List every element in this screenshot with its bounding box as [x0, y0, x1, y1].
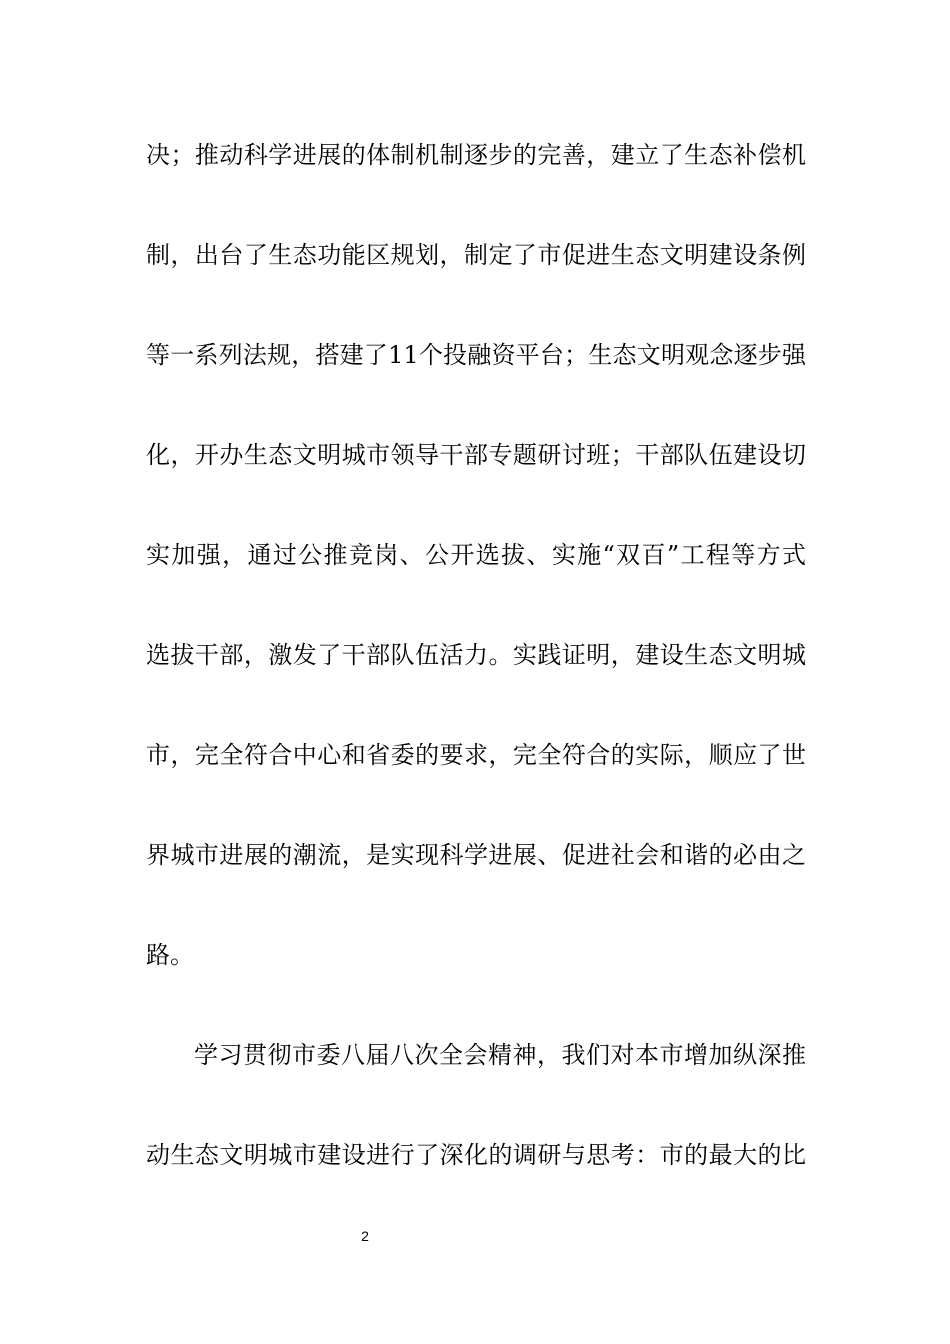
paragraph-line: 路。	[146, 941, 194, 969]
paragraph-line: 制，出台了生态功能区规划，制定了市促进生态文明建设条例	[146, 241, 806, 269]
paragraph-first-line: 学习贯彻市委八届八次全会精神，我们对本市增加纵深推	[194, 1041, 806, 1069]
paragraph-line: 决；推动科学进展的体制机制逐步的完善，建立了生态补偿机	[146, 141, 806, 169]
paragraph-line: 等一系列法规，搭建了11个投融资平台；生态文明观念逐步强	[146, 341, 806, 369]
paragraph-line: 实加强，通过公推竞岗、公开选拔、实施“双百”工程等方式	[146, 541, 806, 569]
page-number: 2	[361, 1228, 369, 1244]
paragraph-line: 动生态文明城市建设进行了深化的调研与思考：市的最大的比	[146, 1141, 806, 1169]
paragraph-line: 界城市进展的潮流，是实现科学进展、促进社会和谐的必由之	[146, 841, 806, 869]
paragraph-line: 化，开办生态文明城市领导干部专题研讨班；干部队伍建设切	[146, 441, 806, 469]
paragraph-line: 市，完全符合中心和省委的要求，完全符合的实际，顺应了世	[146, 741, 806, 769]
paragraph-line: 选拔干部，激发了干部队伍活力。实践证明，建设生态文明城	[146, 641, 806, 669]
